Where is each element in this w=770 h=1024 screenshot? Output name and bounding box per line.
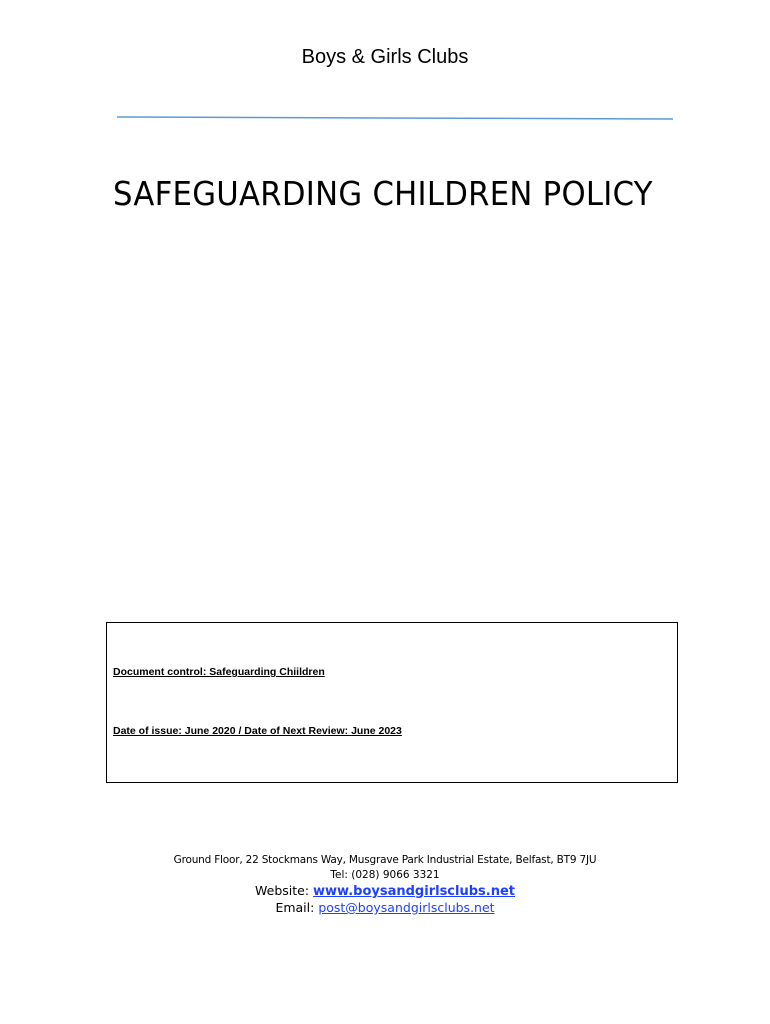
email-label: Email: (275, 900, 319, 915)
footer-email-row (0, 900, 770, 916)
document-control-line: Document control: Safeguarding Chiildren (113, 666, 325, 678)
website-label: Website: (255, 883, 314, 898)
document-title: SAFEGUARDING CHILDREN POLICY (113, 174, 653, 213)
website-link[interactable]: www.boysandgirlsclubs.net (313, 884, 515, 899)
footer-telephone: Tel: (028) 9066 3321 (330, 869, 440, 881)
footer-address: Ground Floor, 22 Stockmans Way, Musgrave Park Industrial Estate, Belfast, BT9 7JU (173, 854, 597, 866)
email-link[interactable]: post@boysandgirlsclubs.net (318, 900, 495, 915)
date-of-issue-line: Date of issue: June 2020 / Date of Next Review: June 2023 (113, 725, 402, 737)
document-control-box (106, 622, 678, 783)
org-name-header: Boys & Girls Clubs (301, 46, 469, 68)
footer-website-row (0, 883, 770, 900)
header-divider-line (117, 116, 673, 120)
footer-contact-block (0, 853, 770, 916)
